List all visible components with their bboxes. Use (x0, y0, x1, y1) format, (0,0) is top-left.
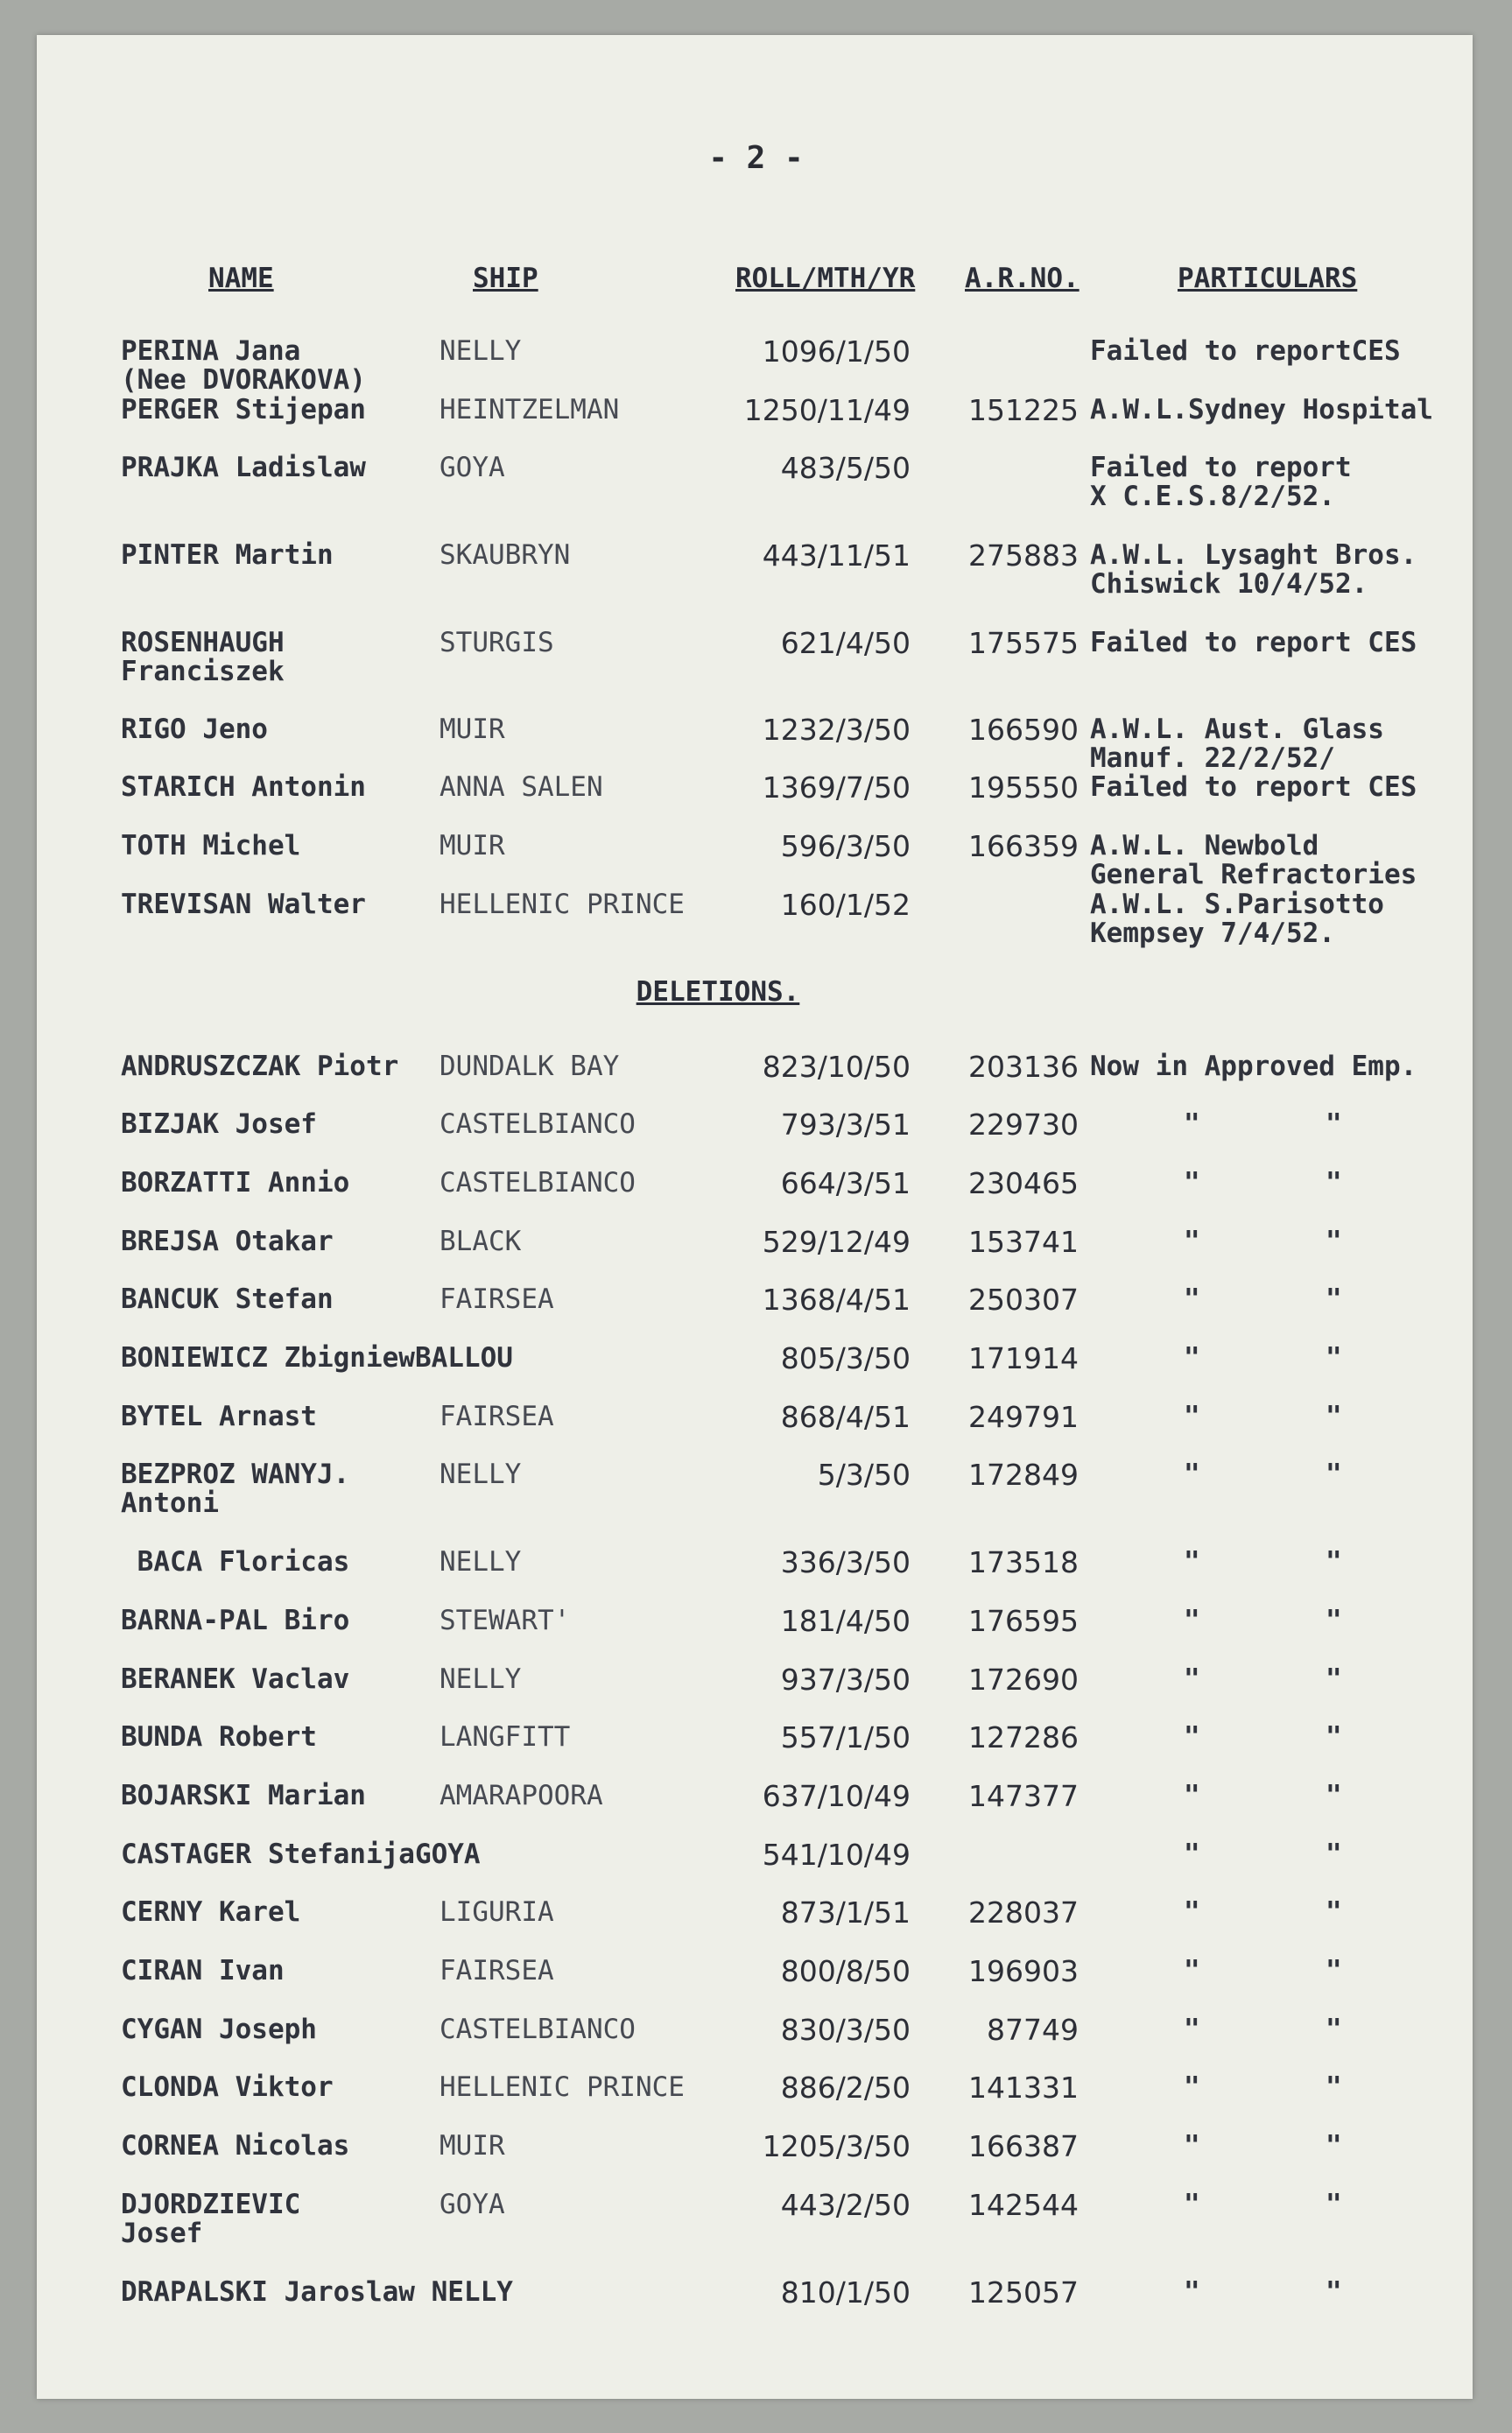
name-cell: TREVISAN Walter (121, 889, 366, 920)
ditto-mark: " (1184, 1605, 1200, 1636)
name-cell: PERGER Stijepan (121, 394, 366, 425)
roll-cell: 886/2/50 (780, 2071, 911, 2105)
ditto-mark: " (1184, 1226, 1200, 1257)
name-cell: CORNEA Nicolas (121, 2130, 350, 2162)
roll-cell: 443/2/50 (780, 2188, 911, 2222)
ship-cell: CASTELBIANCO (440, 1108, 636, 1140)
table-row (0, 1665, 1512, 1723)
ditto-mark: " (1326, 1342, 1342, 1374)
roll-cell: 1368/4/51 (762, 1283, 911, 1317)
ditto-mark: " (1184, 1839, 1200, 1870)
table-row (0, 334, 1512, 396)
particulars-cell: Failed to reportCES (1090, 335, 1401, 367)
ship-cell: MUIR (440, 830, 505, 861)
table-row (0, 2129, 1512, 2190)
ship-cell: HELLENIC PRINCE (440, 2071, 685, 2103)
table-row (0, 715, 1512, 773)
header-particulars: PARTICULARS (1178, 263, 1358, 294)
roll-cell: 868/4/51 (780, 1400, 911, 1434)
ditto-mark: " (1326, 1167, 1342, 1199)
header-name: NAME (208, 263, 274, 294)
ship-cell: CASTELBIANCO (440, 2014, 636, 2045)
name-cell: RIGO Jeno (121, 714, 268, 745)
ditto-mark: " (1326, 1283, 1342, 1315)
name-cell: PINTER Martin (121, 539, 334, 571)
ship-cell: LANGFITT (440, 1721, 571, 1753)
roll-cell: 5/3/50 (817, 1458, 911, 1492)
roll-cell: 637/10/49 (762, 1779, 911, 1813)
ship-cell: NELLY (440, 1546, 522, 1578)
ditto-mark: " (1326, 1546, 1342, 1578)
ditto-mark: " (1184, 1896, 1200, 1928)
ditto-mark: " (1326, 2276, 1342, 2308)
roll-cell: 793/3/51 (780, 1108, 911, 1142)
ditto-mark: " (1326, 1839, 1342, 1870)
ditto-mark: " (1326, 1401, 1342, 1432)
ship-cell: DUNDALK BAY (440, 1051, 620, 1082)
ditto-mark: " (1326, 1108, 1342, 1140)
roll-cell: 557/1/50 (780, 1720, 911, 1754)
roll-cell: 1369/7/50 (762, 770, 911, 805)
ar-number-cell: 195550 (968, 770, 1079, 805)
name-cell: ROSENHAUGH Franciszek (121, 627, 285, 687)
ditto-mark: " (1184, 1167, 1200, 1199)
ditto-mark: " (1184, 2071, 1200, 2103)
name-cell: DRAPALSKI Jaroslaw NELLY (121, 2276, 513, 2308)
ditto-mark: " (1326, 1780, 1342, 1811)
ar-number-cell: 151225 (968, 393, 1079, 427)
particulars-cell: A.W.L. Aust. Glass Manuf. 22/2/52/ (1090, 714, 1384, 774)
ditto-mark: " (1184, 2276, 1200, 2308)
roll-cell: 541/10/49 (762, 1838, 911, 1872)
name-cell: BIZJAK Josef (121, 1108, 317, 1140)
roll-cell: 529/12/49 (762, 1225, 911, 1259)
page-number: - 2 - (708, 140, 804, 176)
table-row (0, 1052, 1512, 1110)
ship-cell: NELLY (440, 1459, 522, 1490)
ship-cell: FAIRSEA (440, 1955, 554, 1986)
ship-cell: LIGURIA (440, 1896, 554, 1928)
table-row (0, 393, 1512, 454)
ar-number-cell: 172849 (968, 1458, 1079, 1492)
name-cell: BUNDA Robert (121, 1721, 317, 1753)
ditto-mark: " (1326, 1663, 1342, 1695)
table-row (0, 1954, 1512, 2015)
ar-number-cell: 127286 (968, 1720, 1079, 1754)
ditto-mark: " (1184, 1283, 1200, 1315)
roll-cell: 1250/11/49 (743, 393, 911, 427)
particulars-cell: A.W.L. Lysaght Bros. Chiswick 10/4/52. (1090, 539, 1417, 600)
header-roll: ROLL/MTH/YR (735, 263, 916, 294)
name-cell: BARNA-PAL Biro (121, 1605, 350, 1636)
particulars-cell: A.W.L.Sydney Hospital (1090, 394, 1433, 425)
ditto-mark: " (1184, 2189, 1200, 2220)
table-row (0, 829, 1512, 890)
table-row (0, 538, 1512, 600)
particulars-cell: Failed to report CES (1090, 627, 1417, 658)
name-cell: PRAJKA Ladislaw (121, 452, 366, 483)
name-cell: PERINA Jana (Nee DVORAKOVA) (121, 335, 366, 396)
ar-number-cell: 166387 (968, 2129, 1079, 2163)
table-row (0, 1227, 1512, 1285)
table-row (0, 890, 1512, 948)
ship-cell: MUIR (440, 2130, 505, 2162)
ship-cell: STURGIS (440, 627, 554, 658)
roll-cell: 810/1/50 (780, 2275, 911, 2310)
roll-cell: 596/3/50 (780, 829, 911, 863)
ar-number-cell: 172690 (968, 1663, 1079, 1697)
roll-cell: 800/8/50 (780, 1954, 911, 1988)
ditto-mark: " (1184, 1401, 1200, 1432)
name-cell: DJORDZIEVIC Josef (121, 2189, 301, 2249)
roll-cell: 664/3/51 (780, 1166, 911, 1200)
ship-cell: SKAUBRYN (440, 539, 571, 571)
table-row (0, 451, 1512, 512)
ditto-mark: " (1184, 2130, 1200, 2162)
roll-cell: 1232/3/50 (762, 713, 911, 747)
name-cell: CASTAGER StefanijaGOYA (121, 1839, 481, 1870)
table-row (0, 1400, 1512, 1460)
ar-number-cell: 166590 (968, 713, 1079, 747)
ship-cell: NELLY (440, 1663, 522, 1695)
ship-cell: GOYA (440, 2189, 505, 2220)
name-cell: BACA Floricas (121, 1546, 350, 1578)
table-row (0, 1285, 1512, 1343)
ditto-mark: " (1184, 2014, 1200, 2045)
roll-cell: 830/3/50 (780, 2013, 911, 2047)
ship-cell: MUIR (440, 714, 505, 745)
table-row (0, 1166, 1512, 1227)
ditto-mark: " (1326, 2071, 1342, 2103)
ar-number-cell: 196903 (968, 1954, 1079, 1988)
table-row (0, 770, 1512, 831)
roll-cell: 483/5/50 (780, 451, 911, 485)
name-cell: BANCUK Stefan (121, 1283, 334, 1315)
header-ship: SHIP (473, 263, 538, 294)
ship-cell: GOYA (440, 452, 505, 483)
ar-number-cell: 230465 (968, 1166, 1079, 1200)
name-cell: STARICH Antonin (121, 771, 366, 803)
table-row (0, 1895, 1512, 1956)
name-cell: CIRAN Ivan (121, 1955, 285, 1986)
table-row (0, 1840, 1512, 1898)
ditto-mark: " (1326, 1226, 1342, 1257)
name-cell: CYGAN Joseph (121, 2014, 317, 2045)
table-row (0, 626, 1512, 687)
roll-cell: 823/10/50 (762, 1050, 911, 1084)
ditto-mark: " (1326, 2189, 1342, 2220)
roll-cell: 1096/1/50 (762, 334, 911, 369)
ditto-mark: " (1326, 1459, 1342, 1490)
table-row (0, 1110, 1512, 1168)
ar-number-cell: 147377 (968, 1779, 1079, 1813)
ditto-mark: " (1184, 1955, 1200, 1986)
roll-cell: 181/4/50 (780, 1604, 911, 1638)
ar-number-cell: 142544 (968, 2188, 1079, 2222)
roll-cell: 336/3/50 (780, 1545, 911, 1579)
table-row (0, 2190, 1512, 2248)
ditto-mark: " (1326, 1896, 1342, 1928)
ar-number-cell: 87749 (987, 2013, 1079, 2047)
ditto-mark: " (1184, 1780, 1200, 1811)
ar-number-cell: 229730 (968, 1108, 1079, 1142)
name-cell: BREJSA Otakar (121, 1226, 334, 1257)
ditto-mark: " (1184, 1721, 1200, 1753)
particulars-cell: Failed to report CES (1090, 771, 1417, 803)
name-cell: BEZPROZ WANYJ. Antoni (121, 1459, 350, 1519)
ship-cell: STEWART' (440, 1605, 571, 1636)
ditto-mark: " (1326, 1605, 1342, 1636)
ar-number-cell: 176595 (968, 1604, 1079, 1638)
particulars-cell: Now in Approved Emp. (1090, 1051, 1417, 1082)
ar-number-cell: 141331 (968, 2071, 1079, 2105)
ditto-mark: " (1326, 1955, 1342, 1986)
ship-cell: BLACK (440, 1226, 522, 1257)
ditto-mark: " (1326, 2130, 1342, 2162)
name-cell: BORZATTI Annio (121, 1167, 350, 1199)
ditto-mark: " (1184, 1108, 1200, 1140)
roll-cell: 443/11/51 (762, 538, 911, 573)
ship-cell: FAIRSEA (440, 1401, 554, 1432)
table-row (0, 2275, 1512, 2336)
name-cell: BONIEWICZ ZbigniewBALLOU (121, 1342, 513, 1374)
ditto-mark: " (1184, 1546, 1200, 1578)
ar-number-cell: 125057 (968, 2275, 1079, 2310)
table-row (0, 2073, 1512, 2131)
table-row (0, 1460, 1512, 1518)
ar-number-cell: 153741 (968, 1225, 1079, 1259)
table-row (0, 1545, 1512, 1606)
table-row (0, 1720, 1512, 1781)
ship-cell: FAIRSEA (440, 1283, 554, 1315)
ar-number-cell: 171914 (968, 1341, 1079, 1375)
name-cell: BOJARSKI Marian (121, 1780, 366, 1811)
ditto-mark: " (1184, 1342, 1200, 1374)
ship-cell: AMARAPOORA (440, 1780, 603, 1811)
roll-cell: 621/4/50 (780, 626, 911, 660)
ar-number-cell: 175575 (968, 626, 1079, 660)
particulars-cell: Failed to report X C.E.S.8/2/52. (1090, 452, 1352, 512)
ditto-mark: " (1184, 1459, 1200, 1490)
particulars-cell: A.W.L. S.Parisotto Kempsey 7/4/52. (1090, 889, 1384, 949)
name-cell: BERANEK Vaclav (121, 1663, 350, 1695)
header-ar-no: A.R.NO. (965, 263, 1079, 294)
name-cell: ANDRUSZCZAK Piotr (121, 1051, 399, 1082)
table-row (0, 1779, 1512, 1839)
ar-number-cell: 166359 (968, 829, 1079, 863)
name-cell: CLONDA Viktor (121, 2071, 334, 2103)
name-cell: CERNY Karel (121, 1896, 301, 1928)
ditto-mark: " (1184, 1663, 1200, 1695)
ditto-mark: " (1326, 2014, 1342, 2045)
table-row (0, 1341, 1512, 1402)
ar-number-cell: 228037 (968, 1895, 1079, 1930)
roll-cell: 873/1/51 (780, 1895, 911, 1930)
ar-number-cell: 173518 (968, 1545, 1079, 1579)
ship-cell: HELLENIC PRINCE (440, 889, 685, 920)
ar-number-cell: 275883 (968, 538, 1079, 573)
table-row (0, 2015, 1512, 2073)
particulars-cell: A.W.L. Newbold General Refractories (1090, 830, 1417, 890)
ship-cell: ANNA SALEN (440, 771, 603, 803)
roll-cell: 1205/3/50 (762, 2129, 911, 2163)
ar-number-cell: 249791 (968, 1400, 1079, 1434)
ship-cell: HEINTZELMAN (440, 394, 620, 425)
ship-cell: NELLY (440, 335, 522, 367)
roll-cell: 805/3/50 (780, 1341, 911, 1375)
ar-number-cell: 203136 (968, 1050, 1079, 1084)
roll-cell: 937/3/50 (780, 1663, 911, 1697)
name-cell: BYTEL Arnast (121, 1401, 317, 1432)
deletions-heading: DELETIONS. (636, 976, 800, 1008)
roll-cell: 160/1/52 (780, 888, 911, 922)
ar-number-cell: 250307 (968, 1283, 1079, 1317)
table-row (0, 1604, 1512, 1664)
ditto-mark: " (1326, 1721, 1342, 1753)
ship-cell: CASTELBIANCO (440, 1167, 636, 1199)
name-cell: TOTH Michel (121, 830, 301, 861)
